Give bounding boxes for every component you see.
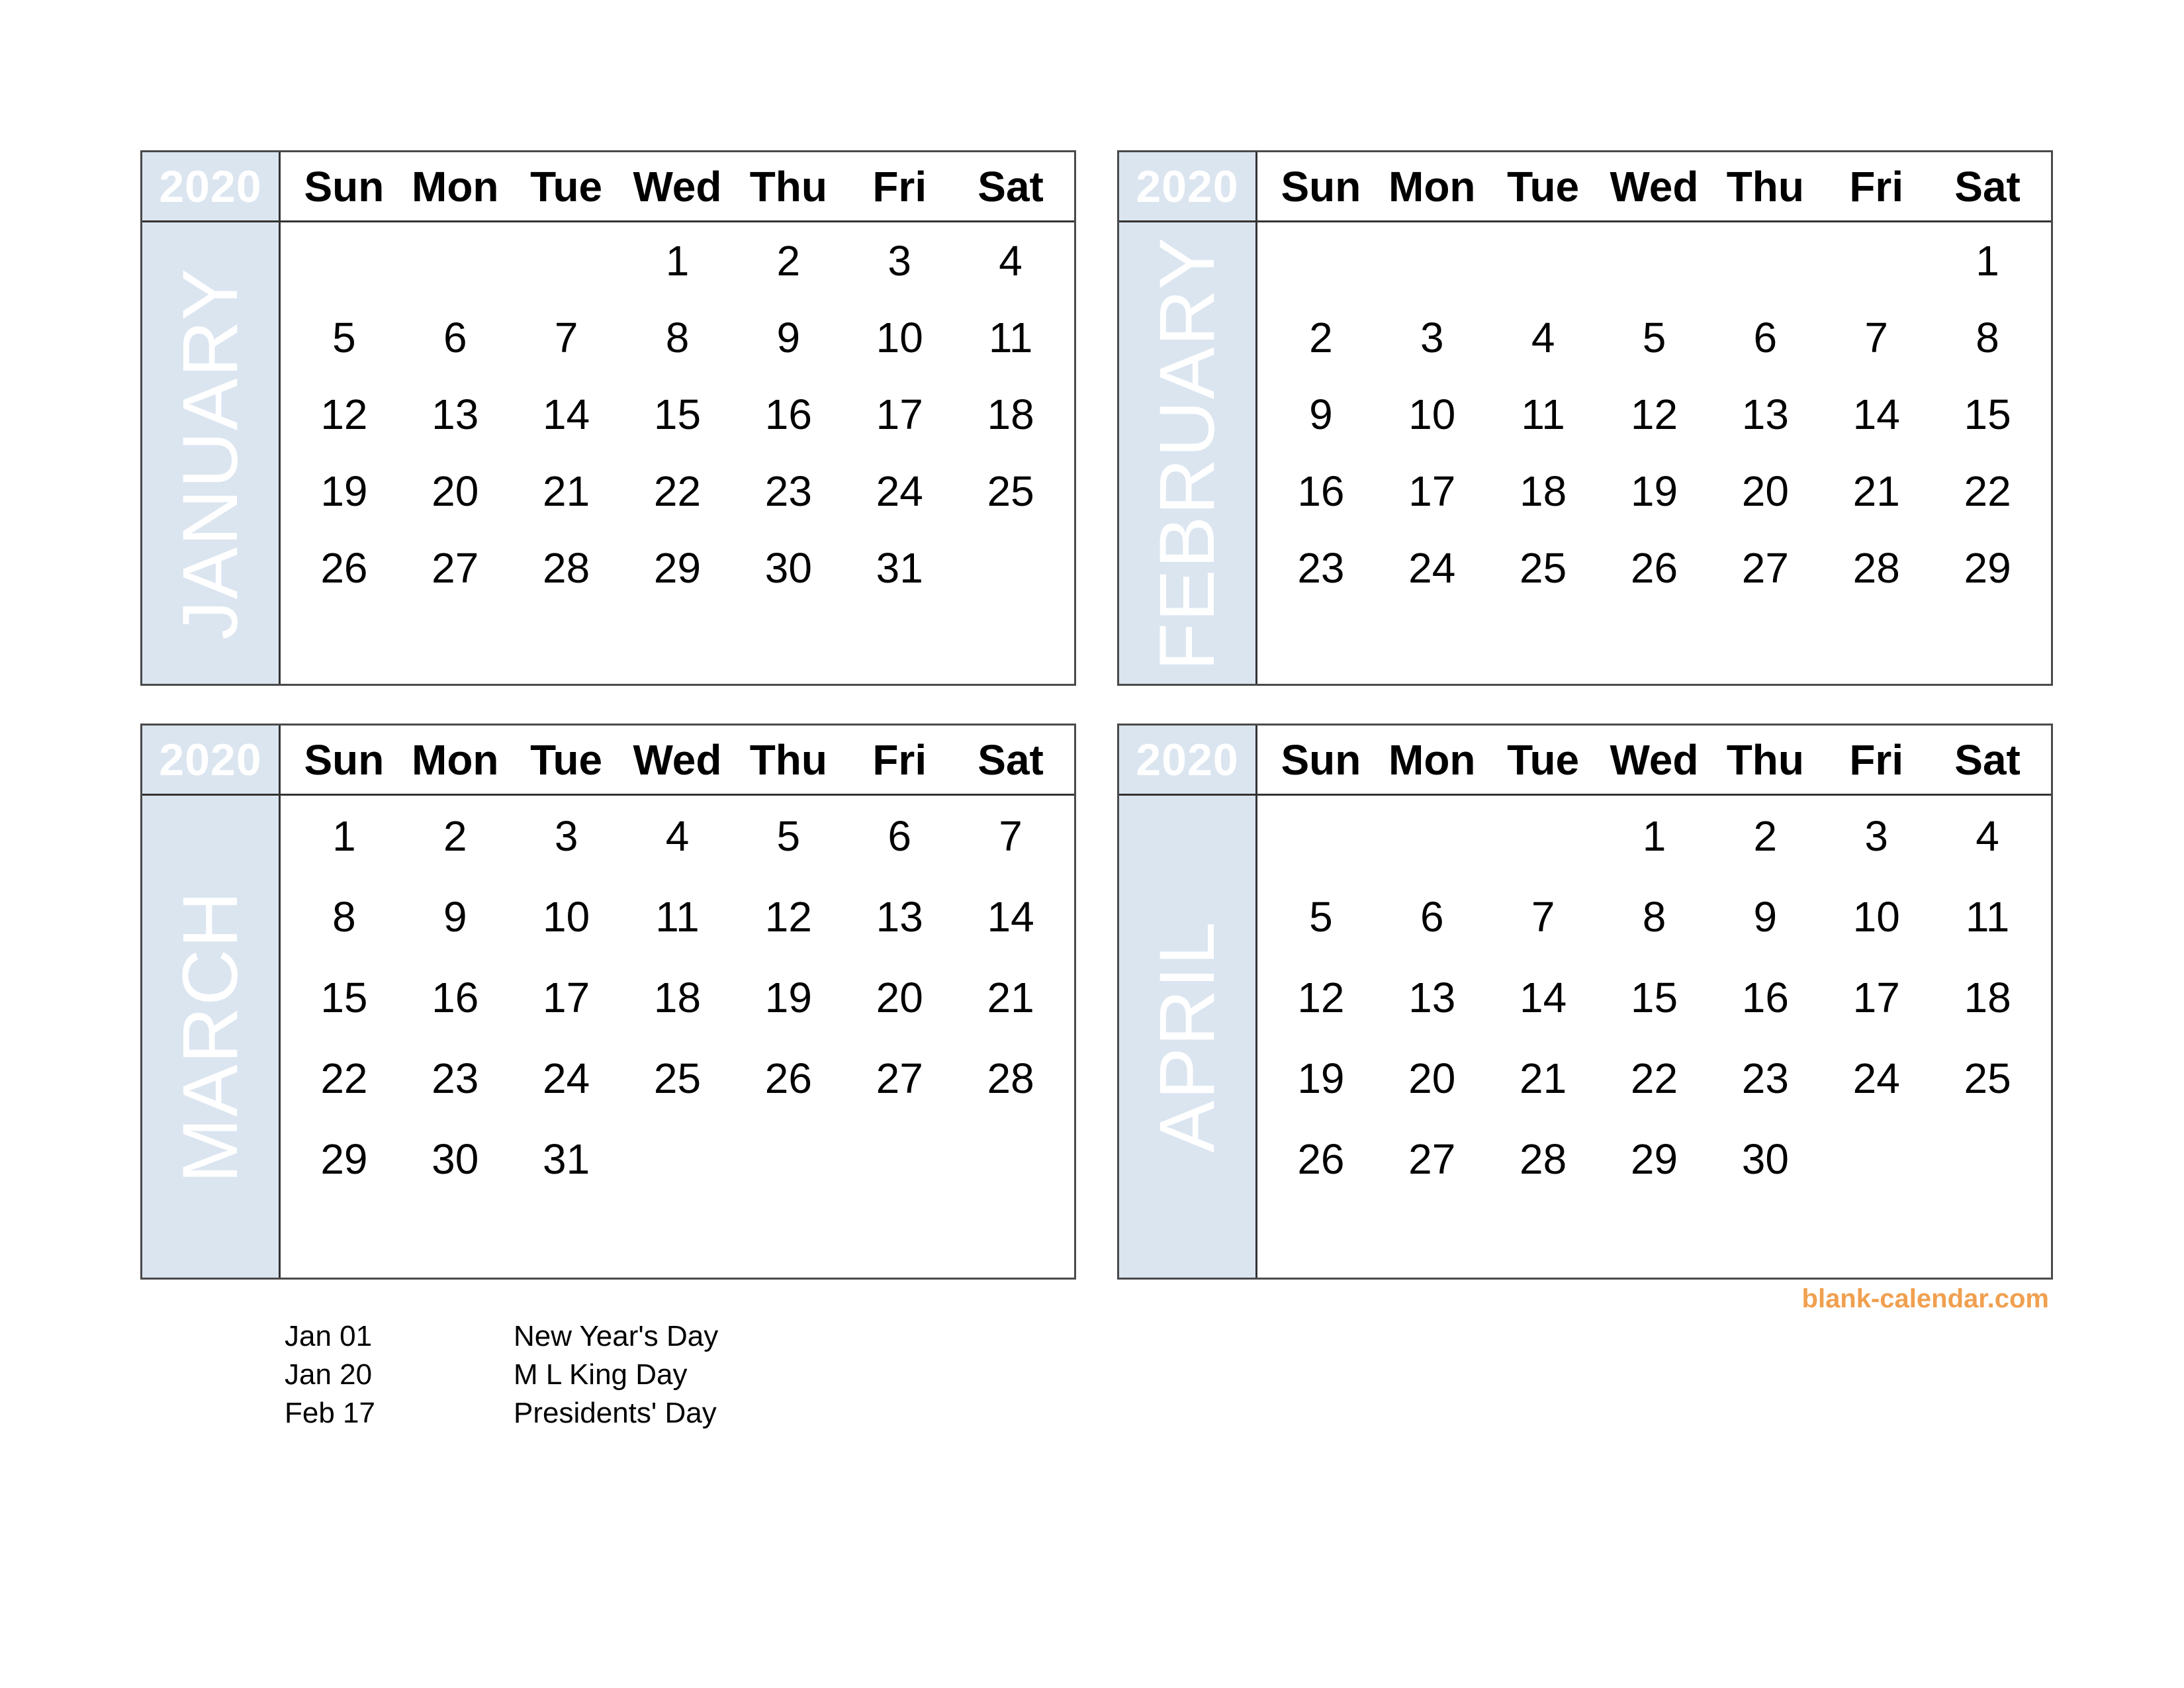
day-cell: 15 [653,391,702,438]
day-cell: 8 [332,893,356,941]
day-cell: 1 [332,812,356,860]
day-cell: 21 [1852,467,1900,515]
weekday-label: Thu [1726,162,1804,211]
month-grid [281,726,1074,1278]
day-cell: 7 [1864,314,1888,361]
day-cell: 29 [653,544,702,592]
day-cell: 11 [988,314,1033,361]
day-grid [1257,222,2051,606]
day-cell: 14 [543,391,590,438]
day-cell: 15 [1630,974,1678,1021]
month-band [142,222,279,684]
weekday-label: Fri [872,735,927,784]
day-cell: 8 [665,314,690,361]
day-cell: 6 [1753,314,1778,361]
day-grid [281,796,1074,1199]
day-cell: 1 [665,237,690,285]
site-credit[interactable]: blank-calendar.com [1801,1284,2049,1313]
day-cell [1821,222,1932,299]
day-cell: 3 [887,237,911,285]
day-cell: 14 [1520,974,1567,1021]
day-cell: 10 [1852,893,1900,941]
weekday-label: Tue [1507,162,1580,211]
holiday-row [285,1356,718,1394]
day-cell: 29 [320,1135,368,1183]
day-cell: 6 [887,812,911,860]
day-cell: 31 [543,1135,590,1183]
weekday-label: Sun [1281,162,1361,211]
day-cell [289,222,400,299]
day-cell: 1 [1976,237,1999,285]
day-cell: 26 [320,544,368,592]
day-cell: 3 [1420,314,1444,361]
day-cell: 5 [776,812,801,860]
day-cell: 4 [1976,812,1999,860]
day-cell: 25 [987,467,1034,515]
weekday-label: Thu [1726,735,1804,784]
day-cell [1377,796,1488,876]
weekday-label: Sun [304,735,385,784]
day-cell: 11 [1965,893,2010,941]
day-cell: 16 [1741,974,1789,1021]
day-cell: 10 [1408,391,1456,438]
day-cell: 21 [1520,1055,1567,1102]
month-grid [1257,152,2051,684]
calendar-april [1117,724,2053,1280]
day-cell: 30 [764,544,812,592]
weekday-label: Mon [1388,735,1476,784]
day-cell: 18 [653,974,702,1021]
holiday-row [285,1317,718,1356]
holiday-list [285,1317,718,1432]
day-cell: 28 [543,544,590,592]
year-label: 2020 [1119,726,1255,796]
day-cell: 24 [1852,1055,1900,1102]
day-cell: 19 [320,467,368,515]
day-cell [844,1119,955,1199]
day-grid [281,222,1074,606]
day-cell: 23 [1741,1055,1789,1102]
day-cell: 27 [1408,1135,1456,1183]
weekday-label: Fri [1849,735,1904,784]
weekday-label: Sat [978,735,1044,784]
month-name: APRIL [1144,920,1231,1153]
day-cell: 5 [332,314,356,361]
day-cell [733,1119,844,1199]
day-cell: 4 [665,812,690,860]
month-sidebar [1119,152,1257,684]
weekday-label: Thu [749,735,827,784]
month-sidebar [142,152,281,684]
day-cell: 26 [1297,1135,1345,1183]
day-cell: 12 [1630,391,1678,438]
day-cell: 15 [320,974,368,1021]
day-cell: 27 [432,544,479,592]
day-cell: 26 [1630,544,1678,592]
day-cell: 3 [554,812,578,860]
day-cell [955,1119,1066,1199]
weekday-label: Sat [978,162,1044,211]
day-cell: 1 [1642,812,1666,860]
day-cell: 9 [443,893,467,941]
day-cell: 23 [1297,544,1345,592]
day-cell: 9 [1753,893,1778,941]
day-cell: 2 [776,237,801,285]
day-cell [1599,222,1710,299]
day-cell: 6 [443,314,467,361]
weekday-label: Wed [633,162,722,211]
day-cell: 23 [764,467,812,515]
day-cell [1488,796,1599,876]
day-cell: 25 [1520,544,1567,592]
day-cell: 2 [1309,314,1333,361]
day-cell [400,222,511,299]
day-cell: 14 [987,893,1034,941]
day-cell: 13 [1741,391,1789,438]
day-cell: 9 [776,314,801,361]
day-cell: 17 [1852,974,1900,1021]
day-cell: 12 [764,893,812,941]
day-cell: 16 [432,974,479,1021]
day-cell: 7 [554,314,578,361]
day-cell: 3 [1864,812,1888,860]
calendar-january [140,150,1076,686]
day-cell: 26 [764,1055,812,1102]
day-cell: 17 [1408,467,1456,515]
day-cell [1377,222,1488,299]
holiday-row [285,1394,718,1432]
day-cell [511,222,622,299]
day-cell: 30 [432,1135,479,1183]
day-cell: 22 [320,1055,368,1102]
day-cell [1821,1119,1932,1199]
weekday-header [1257,726,2051,796]
month-band [1119,222,1255,684]
weekday-label: Tue [1507,735,1580,784]
weekday-label: Mon [412,735,499,784]
day-cell: 6 [1420,893,1444,941]
weekday-label: Mon [412,162,499,211]
holiday-name: New Year's Day [514,1320,719,1352]
day-cell: 4 [999,237,1023,285]
holiday-date: Jan 20 [285,1358,373,1391]
day-cell: 30 [1741,1135,1789,1183]
day-cell: 7 [999,812,1023,860]
weekday-label: Fri [1849,162,1904,211]
day-cell: 16 [764,391,812,438]
day-cell: 24 [1408,544,1456,592]
weekday-label: Sun [1281,735,1361,784]
day-cell: 19 [1630,467,1678,515]
day-cell: 24 [543,1055,590,1102]
month-name: MARCH [167,890,254,1184]
weekday-label: Sun [304,162,385,211]
day-cell: 23 [432,1055,479,1102]
day-cell [1265,222,1377,299]
day-cell: 8 [1976,314,1999,361]
day-cell: 21 [987,974,1034,1021]
weekday-header [281,152,1074,222]
day-cell: 16 [1297,467,1345,515]
month-grid [1257,726,2051,1278]
day-cell: 5 [1642,314,1666,361]
day-cell: 12 [320,391,368,438]
day-cell [1265,796,1377,876]
month-sidebar [1119,726,1257,1278]
day-cell: 27 [1741,544,1789,592]
month-name: JANUARY [167,267,254,639]
weekday-header [1257,152,2051,222]
day-cell: 28 [1520,1135,1567,1183]
day-cell: 9 [1309,391,1333,438]
day-cell: 10 [543,893,590,941]
holiday-date: Feb 17 [285,1397,375,1429]
weekday-header [281,726,1074,796]
weekday-label: Tue [530,162,603,211]
holiday-date: Jan 01 [285,1320,373,1352]
day-cell: 20 [876,974,923,1021]
day-cell: 13 [1408,974,1456,1021]
year-label: 2020 [142,726,279,796]
day-cell: 20 [432,467,479,515]
day-cell: 29 [1964,544,2011,592]
day-cell: 15 [1964,391,2011,438]
month-grid [281,152,1074,684]
day-cell: 21 [543,467,590,515]
month-band [1119,796,1255,1278]
day-cell [955,530,1066,606]
weekday-label: Wed [1610,162,1699,211]
day-cell: 28 [987,1055,1034,1102]
year-label: 2020 [1119,152,1255,222]
weekday-label: Tue [530,735,603,784]
day-cell: 19 [764,974,812,1021]
day-cell: 22 [1630,1055,1678,1102]
holiday-name: M L King Day [514,1358,688,1391]
day-cell: 2 [1753,812,1778,860]
weekday-label: Sat [1954,735,2021,784]
month-name: FEBRUARY [1144,236,1231,671]
day-cell: 18 [1964,974,2011,1021]
day-cell: 29 [1630,1135,1678,1183]
day-cell: 11 [1521,391,1565,438]
weekday-label: Wed [633,735,722,784]
day-cell: 27 [876,1055,923,1102]
day-cell: 24 [876,467,923,515]
weekday-label: Fri [872,162,927,211]
calendar-march [140,724,1076,1280]
weekday-label: Mon [1388,162,1476,211]
day-cell: 8 [1642,893,1666,941]
day-cell: 22 [1964,467,2011,515]
weekday-label: Thu [749,162,827,211]
day-cell: 13 [876,893,923,941]
day-cell: 31 [876,544,923,592]
day-cell: 20 [1741,467,1789,515]
weekday-label: Sat [1954,162,2021,211]
day-cell: 25 [653,1055,702,1102]
day-cell: 14 [1852,391,1900,438]
day-cell: 11 [655,893,700,941]
day-cell: 13 [432,391,479,438]
day-cell: 7 [1531,893,1555,941]
day-cell: 4 [1531,314,1555,361]
weekday-label: Wed [1610,735,1699,784]
year-label: 2020 [142,152,279,222]
day-cell: 17 [876,391,923,438]
day-cell: 5 [1309,893,1333,941]
day-cell: 18 [1520,467,1567,515]
day-cell [622,1119,733,1199]
day-cell: 10 [876,314,923,361]
day-cell: 22 [653,467,702,515]
day-cell: 28 [1852,544,1900,592]
day-cell: 18 [987,391,1034,438]
day-cell: 2 [443,812,467,860]
month-band [142,796,279,1278]
day-cell: 19 [1297,1055,1345,1102]
day-cell [1488,222,1599,299]
day-cell [1932,1119,2043,1199]
day-cell: 17 [543,974,590,1021]
day-cell: 20 [1408,1055,1456,1102]
holiday-name: Presidents' Day [514,1397,717,1429]
day-cell [1709,222,1821,299]
day-cell: 12 [1297,974,1345,1021]
calendar-february [1117,150,2053,686]
month-sidebar [142,726,281,1278]
day-grid [1257,796,2051,1199]
day-cell: 25 [1964,1055,2011,1102]
